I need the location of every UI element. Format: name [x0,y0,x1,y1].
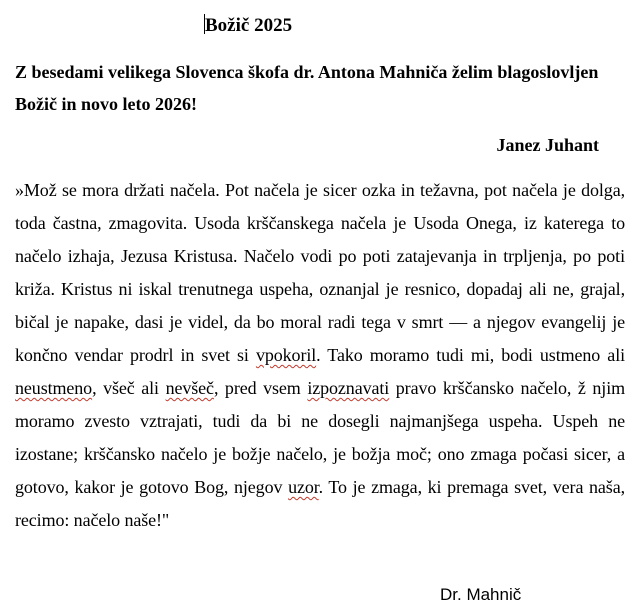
title-text: Božič 2025 [205,15,293,36]
misspelled-word[interactable]: uzor [288,477,319,497]
misspelled-word[interactable]: izpoznavati [307,378,390,398]
document-title [204,14,292,38]
quote-text: »Mož se mora držati načela. Pot načela je sicer ozka in težavna, pot načela je dolga, toda častna, zmagovita. Usoda krščanskega načela je Usoda Onega, iz katerega to načelo izhaja, Jezusa Kristusa. Načelo vodi po poti zatajevanja in trpljenja, po poti križa. Kristus ni iskal trenutnega uspeha, oznanjal je resnico, dopadaj ali ne, grajal, bičal je napake, dasi je videl, da bo moral radi tega v smrt — a njegov evangelij je končno vendar prodrl in svet si [15,180,625,365]
quote-text: , všeč ali [92,378,166,398]
quote-text: pravo krščansko načelo, ž njim moramo zvesto vztrajati, tudi da bi ne dosegli najmanjšega uspeha. Uspeh ne izostane; krščansko načelo je božje načelo, je božja moč; ono zmaga počasi sicer, a gotovo, kakor je gotovo Bog, njegov [15,378,626,497]
misspelled-word[interactable]: nevšeč [165,378,214,398]
quote-text: . To je zmaga, ki premaga svet, vera naša, recimo: načelo naše!" [15,477,625,530]
greeting-paragraph: Z besedami velikega Slovenca škofa dr. Antona Mahniča želim blagoslovljen Božič in novo leto 2026! [15,62,599,114]
quote-text: . Tako moramo tudi mi, bodi ustmeno ali [316,345,625,365]
signature: Dr. Mahnič [440,585,522,604]
author-name: Janez Juhant [496,135,599,155]
quote-paragraph [15,174,625,537]
misspelled-word[interactable]: neustmeno [15,378,93,398]
misspelled-word[interactable]: vpokoril [255,345,317,365]
quote-text: , pred vsem [213,378,308,398]
